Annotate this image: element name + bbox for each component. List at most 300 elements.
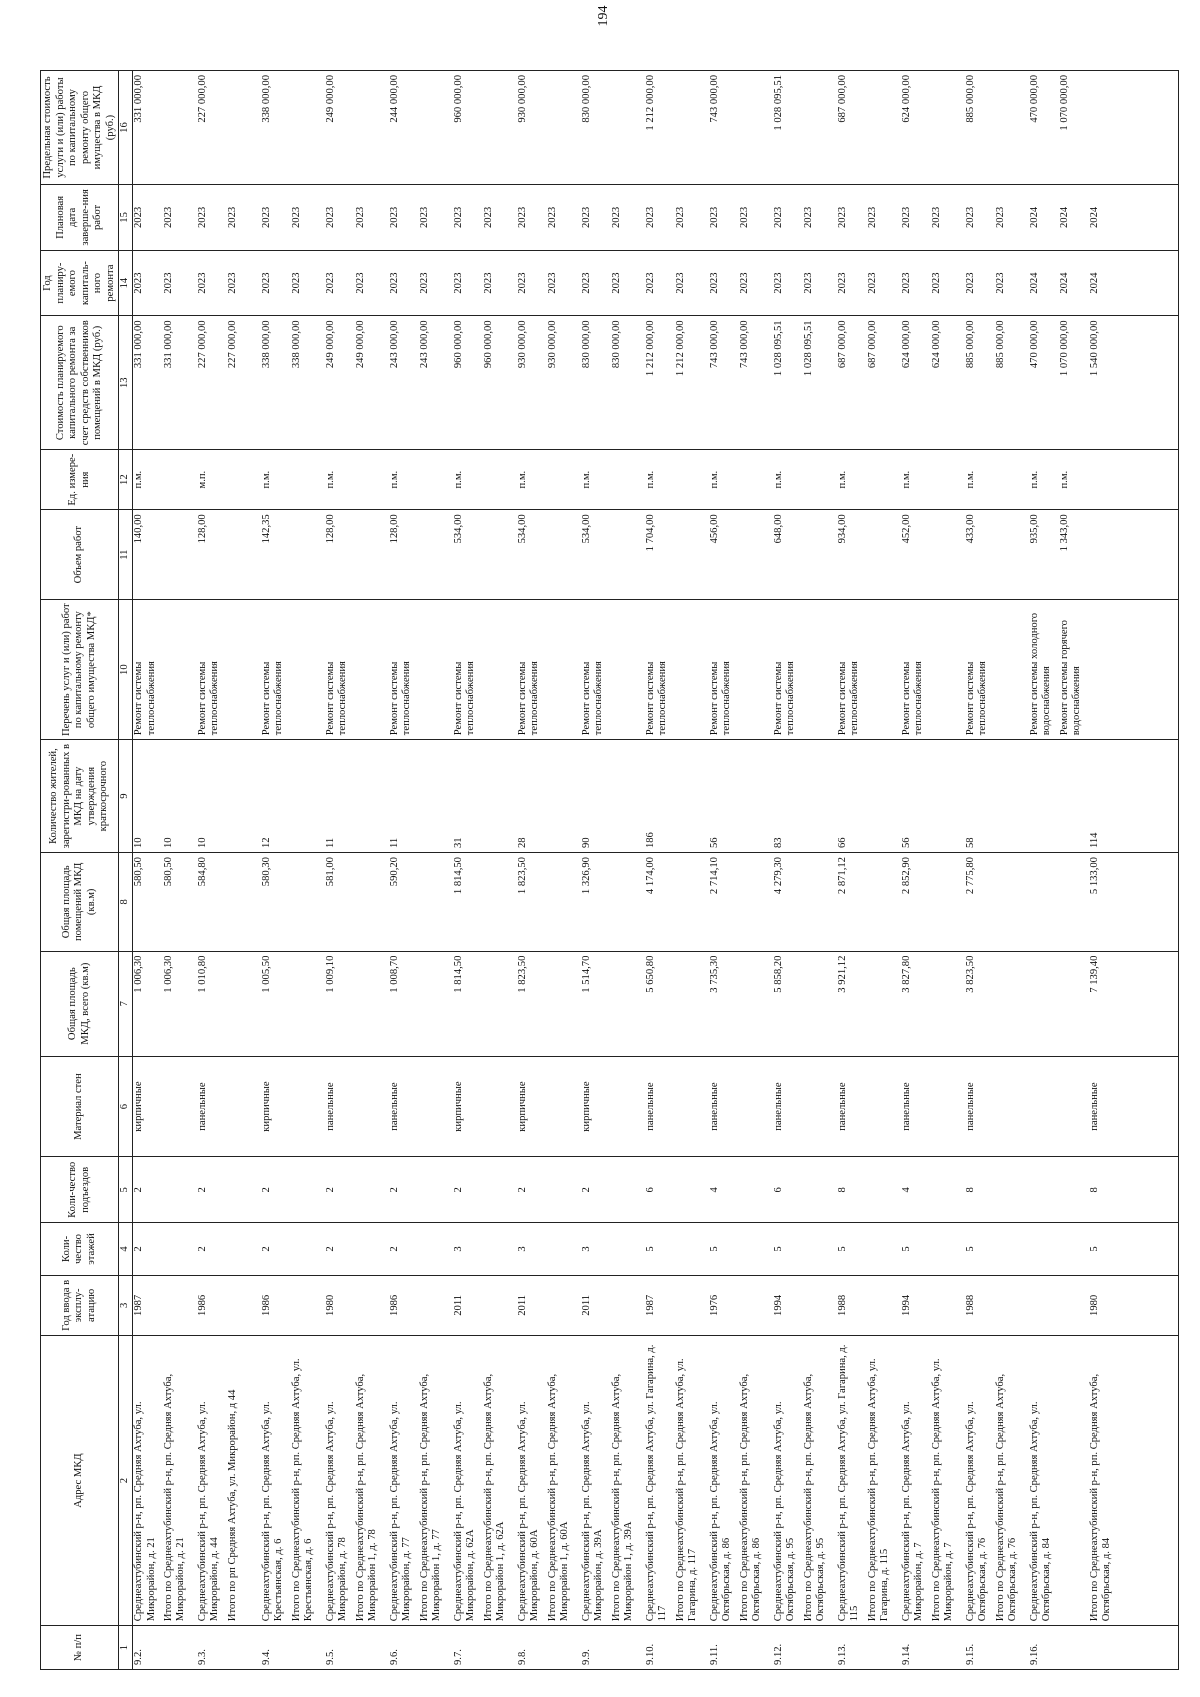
cell-plan-year: 2023 [355, 250, 389, 316]
cell-cost: 1 028 095,51 [773, 316, 803, 450]
cell-work-type [931, 600, 965, 740]
col-number: 1 [119, 1626, 133, 1670]
cell-work-type [227, 600, 261, 740]
cell-unit: п.м. [389, 450, 419, 510]
cell-entrances: 2 [325, 1157, 355, 1223]
cell-wall-material: панельные [901, 1056, 931, 1157]
cell-row-number [739, 1626, 773, 1670]
cell-premises-area [419, 853, 453, 952]
cell-floors: 5 [709, 1223, 739, 1276]
cell-residents [419, 740, 453, 853]
cell-work-type: Ремонт системы теплоснабжения [901, 600, 931, 740]
cell-cost: 1 540 000,00 [1089, 316, 1179, 450]
cell-entrances [355, 1157, 389, 1223]
cell-total-area [483, 951, 517, 1056]
cell-max-cost: 885 000,00 [965, 71, 995, 185]
cell-premises-area [1029, 853, 1059, 952]
cell-end-date: 2023 [901, 185, 931, 251]
total-row [163, 71, 197, 1670]
cell-premises-area: 1 814,50 [453, 853, 483, 952]
cell-row-number: 9.8. [517, 1626, 547, 1670]
cell-plan-year: 2023 [291, 250, 325, 316]
cell-total-area: 5 858,20 [773, 951, 803, 1056]
cell-plan-year: 2023 [773, 250, 803, 316]
cell-year-built [355, 1275, 389, 1335]
cell-premises-area: 1 326,90 [581, 853, 611, 952]
cell-residents: 10 [163, 740, 197, 853]
cell-cost: 243 000,00 [389, 316, 419, 450]
cell-total-area: 3 921,12 [837, 951, 867, 1056]
cell-cost: 1 028 095,51 [803, 316, 837, 450]
cell-end-date: 2023 [709, 185, 739, 251]
cell-floors [355, 1223, 389, 1276]
cell-plan-year: 2023 [133, 250, 163, 316]
total-row [611, 71, 645, 1670]
table-row [645, 71, 675, 1670]
cell-unit: п.м. [645, 450, 675, 510]
cell-work-type: Ремонт системы теплоснабжения [645, 600, 675, 740]
cell-max-cost: 1 070 000,00 [1059, 71, 1089, 185]
cell-end-date: 2023 [837, 185, 867, 251]
table-row [709, 71, 739, 1670]
col-header: Год планиру-емого капиталь-ного ремонта [41, 250, 119, 316]
cell-residents [995, 740, 1029, 853]
cell-work-volume [1089, 510, 1179, 600]
cell-end-date: 2023 [227, 185, 261, 251]
cell-premises-area: 1 823,50 [517, 853, 547, 952]
cell-unit: п.м. [1059, 450, 1089, 510]
cell-plan-year: 2024 [1089, 250, 1179, 316]
cell-total-area: 1 823,50 [517, 951, 547, 1056]
cell-end-date: 2023 [867, 185, 901, 251]
cell-address: Итого по Среднеахтубинский р-н, рп. Средняя Ахтуба, ул. Гагарина, д. 115 [867, 1335, 901, 1625]
cell-row-number [1059, 1626, 1089, 1670]
cell-work-type [611, 600, 645, 740]
cell-floors [995, 1223, 1029, 1276]
cell-work-volume: 142,35 [261, 510, 291, 600]
cell-work-type [547, 600, 581, 740]
cell-work-volume: 128,00 [325, 510, 355, 600]
cell-end-date: 2024 [1059, 185, 1089, 251]
total-row [995, 71, 1029, 1670]
cell-cost: 249 000,00 [325, 316, 355, 450]
cell-entrances [611, 1157, 645, 1223]
cell-entrances [291, 1157, 325, 1223]
cell-unit [163, 450, 197, 510]
cell-entrances [419, 1157, 453, 1223]
cell-plan-year: 2024 [1029, 250, 1059, 316]
cell-plan-year: 2023 [517, 250, 547, 316]
table-row [837, 71, 867, 1670]
cell-residents: 58 [965, 740, 995, 853]
cell-premises-area [739, 853, 773, 952]
cell-floors: 5 [837, 1223, 867, 1276]
cell-year-built [803, 1275, 837, 1335]
cell-year-built [163, 1275, 197, 1335]
cell-premises-area [355, 853, 389, 952]
cell-year-built [291, 1275, 325, 1335]
cell-cost: 331 000,00 [163, 316, 197, 450]
cell-premises-area: 580,50 [133, 853, 163, 952]
cell-work-volume [995, 510, 1029, 600]
cell-address: Среднеахтубинский р-н, рп. Средняя Ахтуба, ул. Микрорайон, д. 44 [197, 1335, 227, 1625]
cell-address: Итого по Среднеахтубинский р-н, рп. Средняя Ахтуба, ул. Микрорайон, д. 7 [931, 1335, 965, 1625]
cell-plan-year: 2023 [325, 250, 355, 316]
column-number-row [119, 71, 133, 1670]
cell-premises-area [931, 853, 965, 952]
cell-row-number [867, 1626, 901, 1670]
cell-floors: 5 [1089, 1223, 1179, 1276]
cell-unit: п.м. [453, 450, 483, 510]
cell-entrances: 2 [581, 1157, 611, 1223]
col-number: 8 [119, 853, 133, 952]
cell-end-date: 2023 [389, 185, 419, 251]
cell-wall-material [547, 1056, 581, 1157]
cell-entrances [1059, 1157, 1089, 1223]
cell-wall-material: панельные [197, 1056, 227, 1157]
cell-year-built: 1988 [837, 1275, 867, 1335]
cell-row-number [227, 1626, 261, 1670]
cell-year-built: 1986 [261, 1275, 291, 1335]
cell-work-type: Ремонт системы теплоснабжения [709, 600, 739, 740]
cell-premises-area: 580,30 [261, 853, 291, 952]
cell-total-area: 1 814,50 [453, 951, 483, 1056]
cell-max-cost: 830 000,00 [581, 71, 611, 185]
cell-work-volume: 456,00 [709, 510, 739, 600]
cell-work-volume: 934,00 [837, 510, 867, 600]
table-row [133, 71, 163, 1670]
cell-floors [803, 1223, 837, 1276]
cell-work-volume [739, 510, 773, 600]
cell-end-date: 2023 [325, 185, 355, 251]
cell-plan-year: 2023 [227, 250, 261, 316]
cell-work-type: Ремонт системы теплоснабжения [453, 600, 483, 740]
col-number: 10 [119, 600, 133, 740]
col-header: Предельная стоимость услуги и (или) работы по капитальному ремонту общего имущества в МКД (руб.) [41, 71, 119, 185]
cell-total-area [355, 951, 389, 1056]
total-row [739, 71, 773, 1670]
cell-year-built [483, 1275, 517, 1335]
cell-wall-material [1029, 1056, 1059, 1157]
cell-work-volume: 648,00 [773, 510, 803, 600]
col-header: Стоимость планируемого капитального ремонта за счет средств собственников помещений в МКД (руб.) [41, 316, 119, 450]
cell-address: Итого по Среднеахтубинский р-н, рп. Средняя Ахтуба, ул. Гагарина, д. 117 [675, 1335, 709, 1625]
cell-max-cost [355, 71, 389, 185]
cell-address: Итого по Среднеахтубинский р-н, рп. Средняя Ахтуба, Микрорайон 1, д. 62А [483, 1335, 517, 1625]
col-header: Ед. измере-ния [41, 450, 119, 510]
cell-premises-area: 2 852,90 [901, 853, 931, 952]
cell-plan-year: 2023 [197, 250, 227, 316]
cell-row-number: 9.7. [453, 1626, 483, 1670]
cell-unit: п.м. [1029, 450, 1059, 510]
cell-unit: п.м. [517, 450, 547, 510]
cell-year-built: 2011 [581, 1275, 611, 1335]
cell-work-type: Ремонт системы теплоснабжения [517, 600, 547, 740]
cell-plan-year: 2023 [965, 250, 995, 316]
cell-wall-material: панельные [709, 1056, 739, 1157]
cell-premises-area: 590,20 [389, 853, 419, 952]
cell-wall-material [675, 1056, 709, 1157]
cell-max-cost: 1 028 095,51 [773, 71, 803, 185]
table-body [133, 71, 1179, 1670]
cell-premises-area [867, 853, 901, 952]
cell-end-date: 2024 [1029, 185, 1059, 251]
cell-row-number [355, 1626, 389, 1670]
cell-entrances: 2 [197, 1157, 227, 1223]
cell-residents [547, 740, 581, 853]
cell-plan-year: 2023 [837, 250, 867, 316]
cell-row-number: 9.15. [965, 1626, 995, 1670]
cell-address: Итого по Среднеахтубинский р-н, рп. Средняя Ахтуба, Микрорайон 1, д. 78 [355, 1335, 389, 1625]
header-row [41, 71, 119, 1670]
cell-max-cost [611, 71, 645, 185]
cell-row-number: 9.14. [901, 1626, 931, 1670]
cell-floors: 5 [773, 1223, 803, 1276]
cell-end-date: 2023 [291, 185, 325, 251]
cell-unit [483, 450, 517, 510]
cell-premises-area [1059, 853, 1089, 952]
cell-address: Среднеахтубинский р-н, рп. Средняя Ахтуба, ул. Крестьянская, д. 6 [261, 1335, 291, 1625]
col-header: Общая площадь МКД, всего (кв.м) [41, 951, 119, 1056]
cell-unit [227, 450, 261, 510]
cell-year-built [1029, 1275, 1059, 1335]
total-row [483, 71, 517, 1670]
table-row [773, 71, 803, 1670]
cell-year-built [419, 1275, 453, 1335]
cell-total-area [995, 951, 1029, 1056]
cell-wall-material: кирпичные [133, 1056, 163, 1157]
cell-floors [931, 1223, 965, 1276]
cell-work-volume [419, 510, 453, 600]
cell-residents: 83 [773, 740, 803, 853]
cell-cost: 687 000,00 [837, 316, 867, 450]
cell-cost: 885 000,00 [965, 316, 995, 450]
cell-residents: 31 [453, 740, 483, 853]
cell-total-area [931, 951, 965, 1056]
cell-work-volume: 1 704,00 [645, 510, 675, 600]
col-header: Объем работ [41, 510, 119, 600]
rotated-page [40, 70, 1160, 1670]
cell-work-type: Ремонт системы теплоснабжения [773, 600, 803, 740]
cell-end-date: 2023 [931, 185, 965, 251]
cell-unit [739, 450, 773, 510]
cell-address: Итого по рп Средняя Ахтуба, ул. Микрорайон, д 44 [227, 1335, 261, 1625]
cell-row-number: 9.6. [389, 1626, 419, 1670]
cell-total-area: 1 010,80 [197, 951, 227, 1056]
cell-residents: 11 [389, 740, 419, 853]
cell-max-cost: 249 000,00 [325, 71, 355, 185]
cell-cost: 743 000,00 [739, 316, 773, 450]
cell-plan-year: 2023 [645, 250, 675, 316]
col-header: Плановая дата заверше-ния работ [41, 185, 119, 251]
cell-row-number: 9.5. [325, 1626, 355, 1670]
cell-wall-material: панельные [389, 1056, 419, 1157]
cell-entrances [739, 1157, 773, 1223]
col-header: Количество жителей, зарегистри-рованных в МКД на дату утверждения краткосрочного [41, 740, 119, 853]
cell-entrances [995, 1157, 1029, 1223]
total-row [355, 71, 389, 1670]
cell-premises-area: 5 133,00 [1089, 853, 1179, 952]
col-number: 7 [119, 951, 133, 1056]
cell-year-built: 1994 [773, 1275, 803, 1335]
cell-unit [547, 450, 581, 510]
cell-cost: 624 000,00 [901, 316, 931, 450]
cell-address: Среднеахтубинский р-н, рп. Средняя Ахтуба, ул. Микрорайон, д. 39А [581, 1335, 611, 1625]
cell-entrances: 6 [773, 1157, 803, 1223]
cell-unit: п.м. [709, 450, 739, 510]
cell-work-volume: 128,00 [389, 510, 419, 600]
col-number: 4 [119, 1223, 133, 1276]
cell-row-number: 9.10. [645, 1626, 675, 1670]
total-row [867, 71, 901, 1670]
cell-total-area [611, 951, 645, 1056]
cell-premises-area [483, 853, 517, 952]
cell-address: Среднеахтубинский р-н, рп. Средняя Ахтуба, ул. Октябрьская, д. 95 [773, 1335, 803, 1625]
cell-floors: 5 [645, 1223, 675, 1276]
cell-year-built [867, 1275, 901, 1335]
cell-entrances: 8 [1089, 1157, 1179, 1223]
cell-plan-year: 2024 [1059, 250, 1089, 316]
cell-wall-material: кирпичные [453, 1056, 483, 1157]
cell-plan-year: 2023 [931, 250, 965, 316]
cell-max-cost: 687 000,00 [837, 71, 867, 185]
cell-cost: 331 000,00 [133, 316, 163, 450]
cell-address: Итого по Среднеахтубинский р-н, рп. Средняя Ахтуба, Октябрьская, д. 86 [739, 1335, 773, 1625]
cell-year-built [675, 1275, 709, 1335]
cell-max-cost: 624 000,00 [901, 71, 931, 185]
cell-floors: 5 [901, 1223, 931, 1276]
cell-floors [227, 1223, 261, 1276]
cell-floors [483, 1223, 517, 1276]
cell-end-date: 2023 [803, 185, 837, 251]
cell-work-type [867, 600, 901, 740]
cell-end-date: 2023 [517, 185, 547, 251]
cell-cost: 960 000,00 [453, 316, 483, 450]
cell-work-type: Ремонт системы горячего водоснабжения [1059, 600, 1089, 740]
cell-plan-year: 2023 [995, 250, 1029, 316]
cell-unit: п.м. [261, 450, 291, 510]
cell-year-built [995, 1275, 1029, 1335]
table-row [261, 71, 291, 1670]
cell-work-type: Ремонт системы теплоснабжения [581, 600, 611, 740]
cell-premises-area: 4 174,00 [645, 853, 675, 952]
cell-residents [227, 740, 261, 853]
cell-total-area: 1 006,30 [163, 951, 197, 1056]
cell-entrances [803, 1157, 837, 1223]
col-header: Коли-чество подъездов [41, 1157, 119, 1223]
cell-floors: 5 [965, 1223, 995, 1276]
cell-wall-material [739, 1056, 773, 1157]
cell-row-number [419, 1626, 453, 1670]
cell-year-built: 1986 [389, 1275, 419, 1335]
cell-work-volume [803, 510, 837, 600]
cell-work-volume [867, 510, 901, 600]
cell-work-volume [547, 510, 581, 600]
cell-year-built: 1980 [1089, 1275, 1179, 1335]
cell-work-type: Ремонт системы теплоснабжения [133, 600, 163, 740]
col-number: 16 [119, 71, 133, 185]
cell-address: Итого по Среднеахтубинский р-н, рп. Средняя Ахтуба, Микрорайон 1, д. 77 [419, 1335, 453, 1625]
cell-unit [355, 450, 389, 510]
cell-max-cost: 1 212 000,00 [645, 71, 675, 185]
cell-max-cost [803, 71, 837, 185]
cell-end-date: 2023 [261, 185, 291, 251]
table-row [581, 71, 611, 1670]
cell-end-date: 2023 [773, 185, 803, 251]
cell-cost: 885 000,00 [995, 316, 1029, 450]
cell-residents [355, 740, 389, 853]
cell-residents [675, 740, 709, 853]
cell-work-type: Ремонт системы теплоснабжения [261, 600, 291, 740]
col-number: 2 [119, 1335, 133, 1625]
cell-max-cost [739, 71, 773, 185]
cell-cost: 687 000,00 [867, 316, 901, 450]
cell-total-area [1029, 951, 1059, 1056]
cell-floors: 3 [453, 1223, 483, 1276]
cell-address: Итого по Среднеахтубинский р-н, рп. Средняя Ахтуба, Микрорайон 1, д. 60А [547, 1335, 581, 1625]
cell-max-cost [419, 71, 453, 185]
col-number: 11 [119, 510, 133, 600]
cell-unit: п.м. [133, 450, 163, 510]
col-number: 3 [119, 1275, 133, 1335]
cell-cost: 243 000,00 [419, 316, 453, 450]
cell-total-area [419, 951, 453, 1056]
cell-entrances: 2 [453, 1157, 483, 1223]
cell-unit [419, 450, 453, 510]
cell-work-type: Ремонт системы теплоснабжения [965, 600, 995, 740]
cell-total-area: 1 005,50 [261, 951, 291, 1056]
cell-row-number [547, 1626, 581, 1670]
cell-wall-material: кирпичные [581, 1056, 611, 1157]
total-row [931, 71, 965, 1670]
cell-entrances [931, 1157, 965, 1223]
cell-max-cost [1089, 71, 1179, 185]
cell-total-area [739, 951, 773, 1056]
cell-premises-area: 2 714,10 [709, 853, 739, 952]
cell-address [1059, 1335, 1089, 1625]
cell-end-date: 2023 [483, 185, 517, 251]
cell-unit: п.м. [837, 450, 867, 510]
cell-total-area [1059, 951, 1089, 1056]
cell-max-cost [227, 71, 261, 185]
cell-max-cost [867, 71, 901, 185]
cell-entrances [163, 1157, 197, 1223]
cell-work-type [291, 600, 325, 740]
col-number: 15 [119, 185, 133, 251]
cell-unit: м.п. [197, 450, 227, 510]
cell-residents [739, 740, 773, 853]
cell-max-cost: 331 000,00 [133, 71, 163, 185]
cell-cost: 743 000,00 [709, 316, 739, 450]
cell-premises-area: 4 279,30 [773, 853, 803, 952]
cell-work-volume: 128,00 [197, 510, 227, 600]
total-row [419, 71, 453, 1670]
cell-cost: 470 000,00 [1029, 316, 1059, 450]
cell-row-number: 9.2. [133, 1626, 163, 1670]
cell-work-volume: 452,00 [901, 510, 931, 600]
cell-cost: 960 000,00 [483, 316, 517, 450]
cell-cost: 338 000,00 [261, 316, 291, 450]
cell-end-date: 2023 [581, 185, 611, 251]
cell-plan-year: 2023 [709, 250, 739, 316]
cell-year-built: 1988 [965, 1275, 995, 1335]
cell-residents: 56 [901, 740, 931, 853]
cell-floors: 3 [581, 1223, 611, 1276]
cell-row-number: 9.16. [1029, 1626, 1059, 1670]
cell-plan-year: 2023 [419, 250, 453, 316]
cell-residents: 12 [261, 740, 291, 853]
cell-address: Среднеахтубинский р-н, рп. Средняя Ахтуба, ул. Микрорайон, д. 7 [901, 1335, 931, 1625]
